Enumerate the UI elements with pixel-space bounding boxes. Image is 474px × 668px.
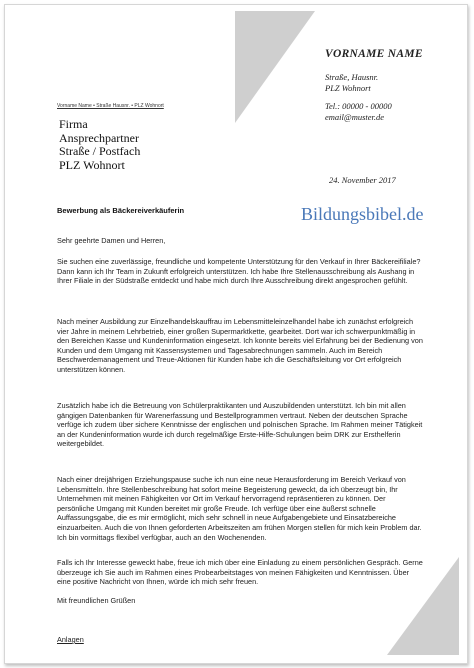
enclosure-label: Anlagen	[57, 635, 84, 644]
decor-triangle-top	[235, 11, 315, 123]
body-paragraph: Falls ich Ihr Interesse geweckt habe, freue ich mich über eine Einladung zu einem persönlichen Gespräch. Gerne überzeuge ich Sie auch im Rahmen eines Probearbeitstages von meinen Fähigkeiten und Kenntnissen. Über eine positive Nachricht von Ihnen, würde ich mich sehr freuen.	[57, 558, 423, 587]
sender-block	[325, 49, 460, 123]
body-paragraph: Nach meiner Ausbildung zur Einzelhandelskauffrau im Lebensmitteleinzelhandel habe ich zunächst erfolgreich vier Jahre in meinem Lehrbetrieb, einer großen Supermarktkette, gearbeitet. Dort war ich schwerpunktmäßig in den Bereichen Kasse und Kundeninformation eingesetzt. Ich konnte bereits viel Erfahrung bei der Bedienung von Kunden und dem Umgang mit Kassensystemen und Tagesabrechnungen sammeln. Auch im Bereich Beschwerdemanagement und Treue-Aktionen für Kunden habe ich die Geschäftsleitung vor Ort erfolgreich unterstützen können.	[57, 317, 423, 374]
sender-name: VORNAME NAME	[325, 48, 423, 60]
recipient-block	[59, 118, 140, 172]
letter-date: 24. November 2017	[329, 175, 396, 185]
letter-subject: Bewerbung als Bäckereiverkäuferin	[57, 206, 185, 215]
body-paragraph: Sie suchen eine zuverlässige, freundliche und kompetente Unterstützung für den Verkauf in Ihrer Bäckereifiliale? Dann kann ich Ihr Team in Zukunft erfolgreich unterstützen. Ich habe Ihre Stellenausschreibung als Aushang in Ihrer Filiale in der Südstraße entdeckt und habe mich durch Ihre Ausschreibung direkt angesprochen gefühlt.	[57, 257, 421, 286]
return-address-line: Vorname Name • Straße Hausnr. • PLZ Wohnort	[57, 103, 164, 109]
body-paragraph: Nach einer dreijährigen Erziehungspause suche ich nun eine neue Herausforderung im Bereich Verkauf von Lebensmitteln. Ihre Stellenbeschreibung hat sofort meine Begeisterung geweckt, da ich überzeugt bin, Ihr Unternehmen mit meinen Fähigkeiten vor Ort im Verkauf hervorragend repräsentieren zu können. Der persönliche Umgang mit Kunden bereitet mir große Freude. Ich verfüge über eine äußerst schnelle Auffassungsgabe, die es mir ermöglicht, mich sehr schnell in neue Aufgabengebiete und Einsatzbereiche einzuarbeiten. Auch die von Ihnen geforderten Arbeitszeiten am frühen Morgen stellen für mich kein Problem dar. Ich bin vormittags flexibel verfügbar, auch an den Wochenenden.	[57, 475, 422, 542]
sender-city: PLZ Wohnort	[325, 83, 371, 93]
recipient-company: Firma	[59, 117, 88, 131]
recipient-contact: Ansprechpartner	[59, 130, 139, 145]
sender-phone: Tel.: 00000 - 00000	[325, 101, 392, 111]
salutation: Sehr geehrte Damen und Herren,	[57, 236, 166, 245]
closing-line: Mit freundlichen Grüßen	[57, 596, 136, 605]
recipient-city: PLZ Wohnort	[59, 157, 125, 172]
sender-email: email@muster.de	[325, 112, 385, 122]
watermark-logo: Bildungsbibel.de	[298, 203, 427, 225]
letter-page	[4, 4, 468, 664]
recipient-street: Straße / Postfach	[59, 144, 141, 158]
sender-street: Straße, Hausnr.	[325, 72, 379, 82]
body-paragraph: Zusätzlich habe ich die Betreuung von Schülerpraktikanten und Auszubildenden unterstützt. Ich bin mit allen gängigen Datenbanken für Warenerfassung und Bestellprogrammen vertraut. Neben der deutschen Sprache verfüge ich zudem über sichere Kenntnisse der englischen und polnischen Sprache. Im Rahmen meiner Tätigkeit an der Kundeninformation wurde ich durch regelmäßige Erste-Hilfe-Schulungen beim DRK zur Ersthelferin weitergebildet.	[57, 401, 423, 449]
